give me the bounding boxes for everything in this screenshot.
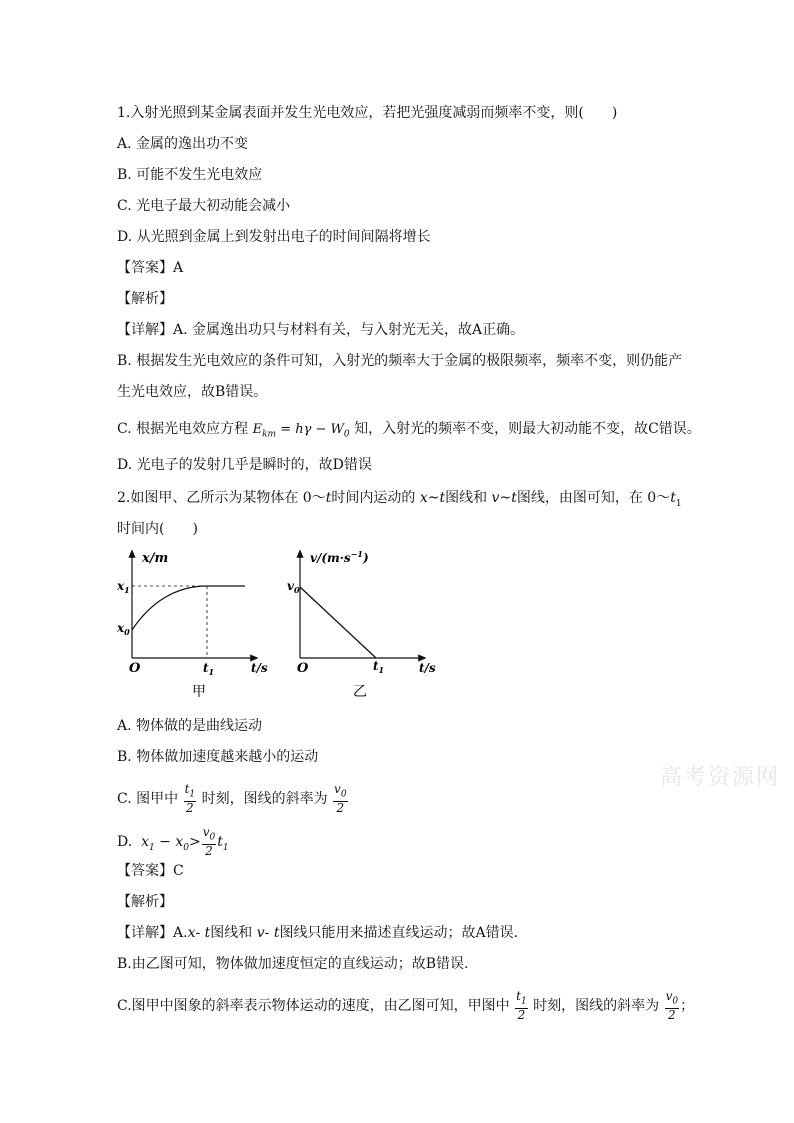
photoelectric-equation: $E_{km} = h\gamma - W_0$ [252, 422, 350, 440]
jia-curve [132, 586, 245, 630]
q1-detail-b2: 生光电效应，故B错误。 [117, 384, 268, 400]
jia-xlabel: t/s [251, 661, 268, 675]
fraction-v0-over-2-detail: $\frac{v_0}{2}$ [665, 989, 679, 1023]
q2-detail-c: C.图甲中图象的斜率表示物体运动的速度，由乙图可知，甲图中 $\frac{t_1}{2}$ 时刻，图线的斜率为 $\frac{v_0}{2}$ ； [117, 989, 695, 1023]
q1-option-b: B. 可能不发生光电效应 [117, 167, 263, 183]
q2-option-b: B. 物体做加速度越来越小的运动 [117, 749, 319, 765]
q2-analysis-head: 【解析】 [117, 894, 173, 910]
q1-analysis-head: 【解析】 [117, 291, 173, 307]
q2-stem-line2: 时间内( ) [117, 521, 198, 537]
fraction-t1-over-2-detail: $\frac{t_1}{2}$ [516, 989, 527, 1023]
jia-x0-label: $x_0$ [117, 621, 130, 637]
figure-yi [283, 548, 443, 700]
fraction-v0-over-2-d: $\frac{v_0}{2}$ [202, 825, 216, 859]
jia-t1-label: $t_1$ [203, 661, 215, 677]
jia-x1-label: $x_1$ [117, 579, 130, 595]
yi-line [300, 587, 376, 658]
q2-detail-b: B.由乙图可知，物体做加速度恒定的直线运动；故B错误. [117, 956, 469, 972]
watermark: 高考资源网 [660, 765, 781, 790]
yi-ylabel: $v/(m\cdot s^{-1})$ [310, 549, 369, 565]
yi-t1-label: $t_1$ [373, 659, 385, 675]
yi-origin: O [297, 661, 309, 676]
fraction-t1-over-2: $\frac{t_1}{2}$ [184, 782, 196, 816]
q1-detail-a: 【详解】A. 金属逸出功只与材料有关，与入射光无关，故A正确。 [117, 322, 525, 338]
yi-caption: 乙 [353, 684, 367, 700]
q1-detail-c: C. 根据光电效应方程 $E_{km} = h\gamma - W_0$ 知，入射光的频率不变，则最大初动能不变，故C错误。 [117, 421, 701, 440]
jia-origin: O [129, 661, 141, 676]
fraction-v0-over-2: $\frac{v_0}{2}$ [334, 782, 347, 816]
q1-stem: 1.入射光照到某金属表面并发生光电效应，若把光强度减弱而频率不变，则( ) [117, 105, 618, 121]
q2-option-c: C. 图甲中 $\frac{t_1}{2}$ 时刻，图线的斜率为 $\frac{v_0}{2}$ [117, 782, 347, 816]
q1-detail-d: D. 光电子的发射几乎是瞬时的，故D错误 [117, 457, 372, 473]
yi-xlabel: t/s [419, 661, 436, 675]
jia-caption: 甲 [192, 684, 206, 700]
q1-option-c: C. 光电子最大初动能会减小 [117, 198, 291, 214]
q2-option-a: A. 物体做的是曲线运动 [117, 718, 263, 734]
yi-v0-label: $v_0$ [287, 579, 300, 595]
jia-ylabel: x/m [142, 551, 169, 566]
q2-answer: 【答案】C [117, 863, 184, 879]
q2-stem-line1: 2.如图甲、乙所示为某物体在 0～t时间内运动的 x~t图线和 v~t图线，由图可知，在 $0\sim t_1$ [117, 490, 682, 509]
figure-jia [115, 548, 268, 700]
q2-detail-a: 【详解】A.x- t图线和 v- t图线只能用来描述直线运动；故A错误. [117, 925, 519, 941]
q2-option-d: D. $x_1 - x_0>$ $\frac{v_0}{2}$ $t_1$ [117, 825, 229, 859]
q1-option-d: D. 从光照到金属上到发射出电子的时间间隔将增长 [117, 229, 431, 245]
q1-option-a: A. 金属的逸出功不变 [117, 136, 249, 152]
q1-answer: 【答案】A [117, 260, 184, 276]
q1-detail-b1: B. 根据发生光电效应的条件可知，入射光的频率大于金属的极限频率，频率不变，则仍能产 [117, 353, 683, 369]
